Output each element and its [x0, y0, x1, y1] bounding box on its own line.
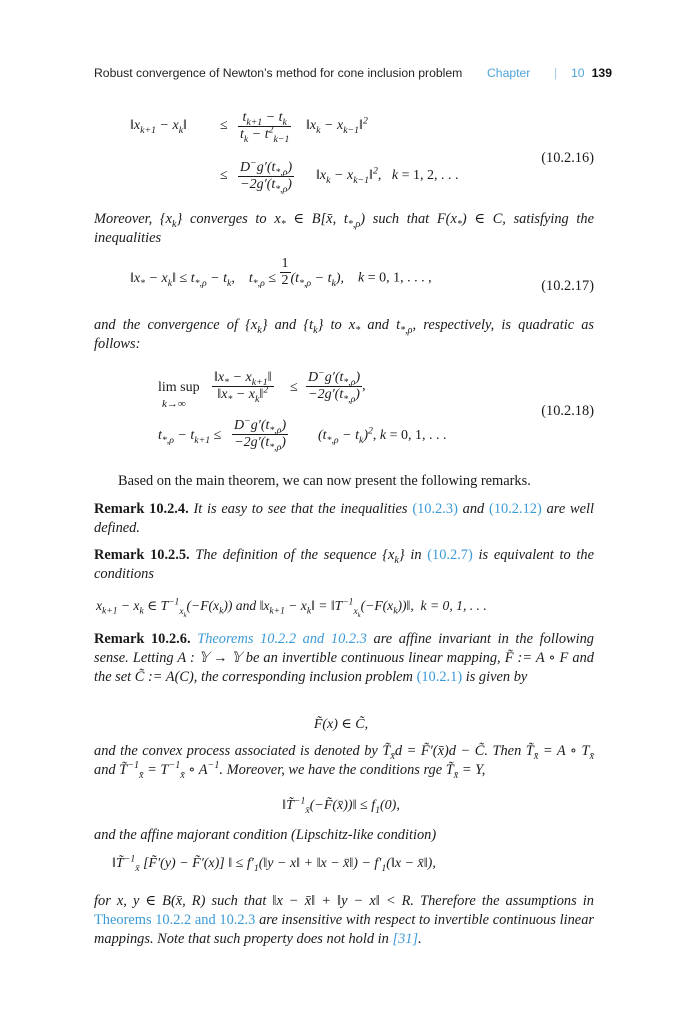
- running-header: [94, 66, 612, 82]
- remark-10-2-5-label: Remark 10.2.5.: [94, 547, 190, 563]
- remark-10-2-4-label: Remark 10.2.4.: [94, 501, 189, 517]
- remark-10-2-4-text-a: It is easy to see that the inequalities: [193, 501, 408, 517]
- based-text: Based on the main theorem, we can now present the following remarks.: [118, 473, 531, 489]
- ref-31[interactable]: [31]: [392, 931, 419, 947]
- remark-10-2-4-text-b: and: [462, 501, 485, 517]
- paragraph-affine-majorant: and the affine majorant condition (Lipschitz-like condition): [94, 827, 437, 843]
- header-separator: |: [554, 66, 558, 80]
- ref-10-2-3[interactable]: (10.2.3): [412, 501, 458, 517]
- ref-10-2-12[interactable]: (10.2.12): [489, 501, 542, 517]
- equation-number-10-2-17: (10.2.17): [541, 278, 594, 294]
- equation-tilde-inclusion: F̃(x) ∈ C̃,: [313, 717, 369, 732]
- remark-10-2-6-label: Remark 10.2.6.: [94, 631, 191, 647]
- paragraph-convergence: and the convergence of $\{x_k\}$ and $\{t_k\}$ to $x_*$ and $t_{*,\rho}$, respectively, is quadratic as follows:: [94, 317, 595, 352]
- paragraph-moreover: Moreover, $\{x_k\}$ converges to $x_*$ ∈ B[x̄, $t_{*,\rho}$) such that $F(x_*)$ ∈ C, satisfying the inequalities: [94, 211, 594, 246]
- running-title: Robust convergence of Newton’s method for cone inclusion problem: [94, 66, 463, 80]
- paragraph-based: [94, 472, 594, 491]
- remark-10-2-4-text-c: are well defined.: [94, 501, 594, 536]
- equation-conditions: $x_{k+1} - x_k$ ∈ $T^{-1}_{x_k}(-F(x_k))$ and $‖x_{k+1}$ − $x_k‖$ = $‖T^{-1}_{x_k}(-F(x_k))‖$, k = 0, 1, . . .: [96, 597, 487, 619]
- equation-inverse-bound: ‖T̃$^{-1}_{x̄}$(−F̃(x̄))‖ ≤ $f_1(0)$,: [282, 795, 400, 816]
- page-number: 139: [591, 66, 612, 80]
- ref-theorems-10-2-2-and-10-2-3[interactable]: Theorems 10.2.2 and 10.2.3: [197, 631, 367, 647]
- chapter-number: 10: [571, 66, 585, 80]
- chapter-label: Chapter: [487, 66, 531, 80]
- remark-10-2-5: Remark 10.2.5. The definition of the sequence $\{x_k\}$ in (10.2.7) is equivalent to the conditions: [94, 547, 594, 582]
- remark-10-2-6: Remark 10.2.6. Theorems 10.2.2 and 10.2.3 are affine invariant in the following sense. Letting A : 𝕐 → 𝕐 be an invertible continuous linear mapping, F̃ := A ∘ F and the set C̃ := A(C), the corresponding inclusion problem (10.2.1) is given by: [94, 631, 594, 685]
- equation-number-10-2-16: (10.2.16): [541, 150, 594, 166]
- ref-10-2-7[interactable]: (10.2.7): [427, 547, 473, 563]
- paragraph-convex-process: and the convex process associated is denoted by $T̃_{x̄}d$ = F̃′(x̄)d − C̃. Then $T̃_{x̄} = A$ ∘ $T_{x̄}$ and T̃$^{-1}_{x̄}$ = $T^{-1}_{x̄}$ ∘ $A^{-1}$. Moreover, we have the conditions rge $T̃_{x̄} = Y$,: [94, 743, 595, 781]
- remark-10-2-4: [94, 500, 594, 538]
- equation-10-2-17: $‖x_*$ − $x_k‖ \le t_{*,\rho} - t_k$, $t_{*,\rho}$ ≤ $\frac{1}{2}$ $(t_{*,\rho} - t_k)$, k = 0, 1, . . . ,: [130, 256, 432, 289]
- equation-majorant: ‖T̃$^{-1}_{x̄}$ [F̃′(y) − F̃′(x)] ‖ ≤ $f'_1(‖y$ − x‖ + ‖x − x̄‖) − $f'_1(‖x$ − x̄‖),: [112, 853, 436, 874]
- paragraph-final: for x, y ∈ B(x̄, R) such that ‖x − x̄‖ + ‖y − x‖ < R. Therefore the assumptions in Theorems 10.2.2 and 10.2.3 are insensitive with respect to invertible continuous linear mappings. Note that such property does not hold in [31].: [94, 893, 594, 947]
- equation-number-10-2-18: (10.2.18): [541, 403, 594, 419]
- ref-theorems-final[interactable]: Theorems 10.2.2 and 10.2.3: [94, 912, 256, 928]
- ref-10-2-1[interactable]: (10.2.1): [416, 669, 463, 685]
